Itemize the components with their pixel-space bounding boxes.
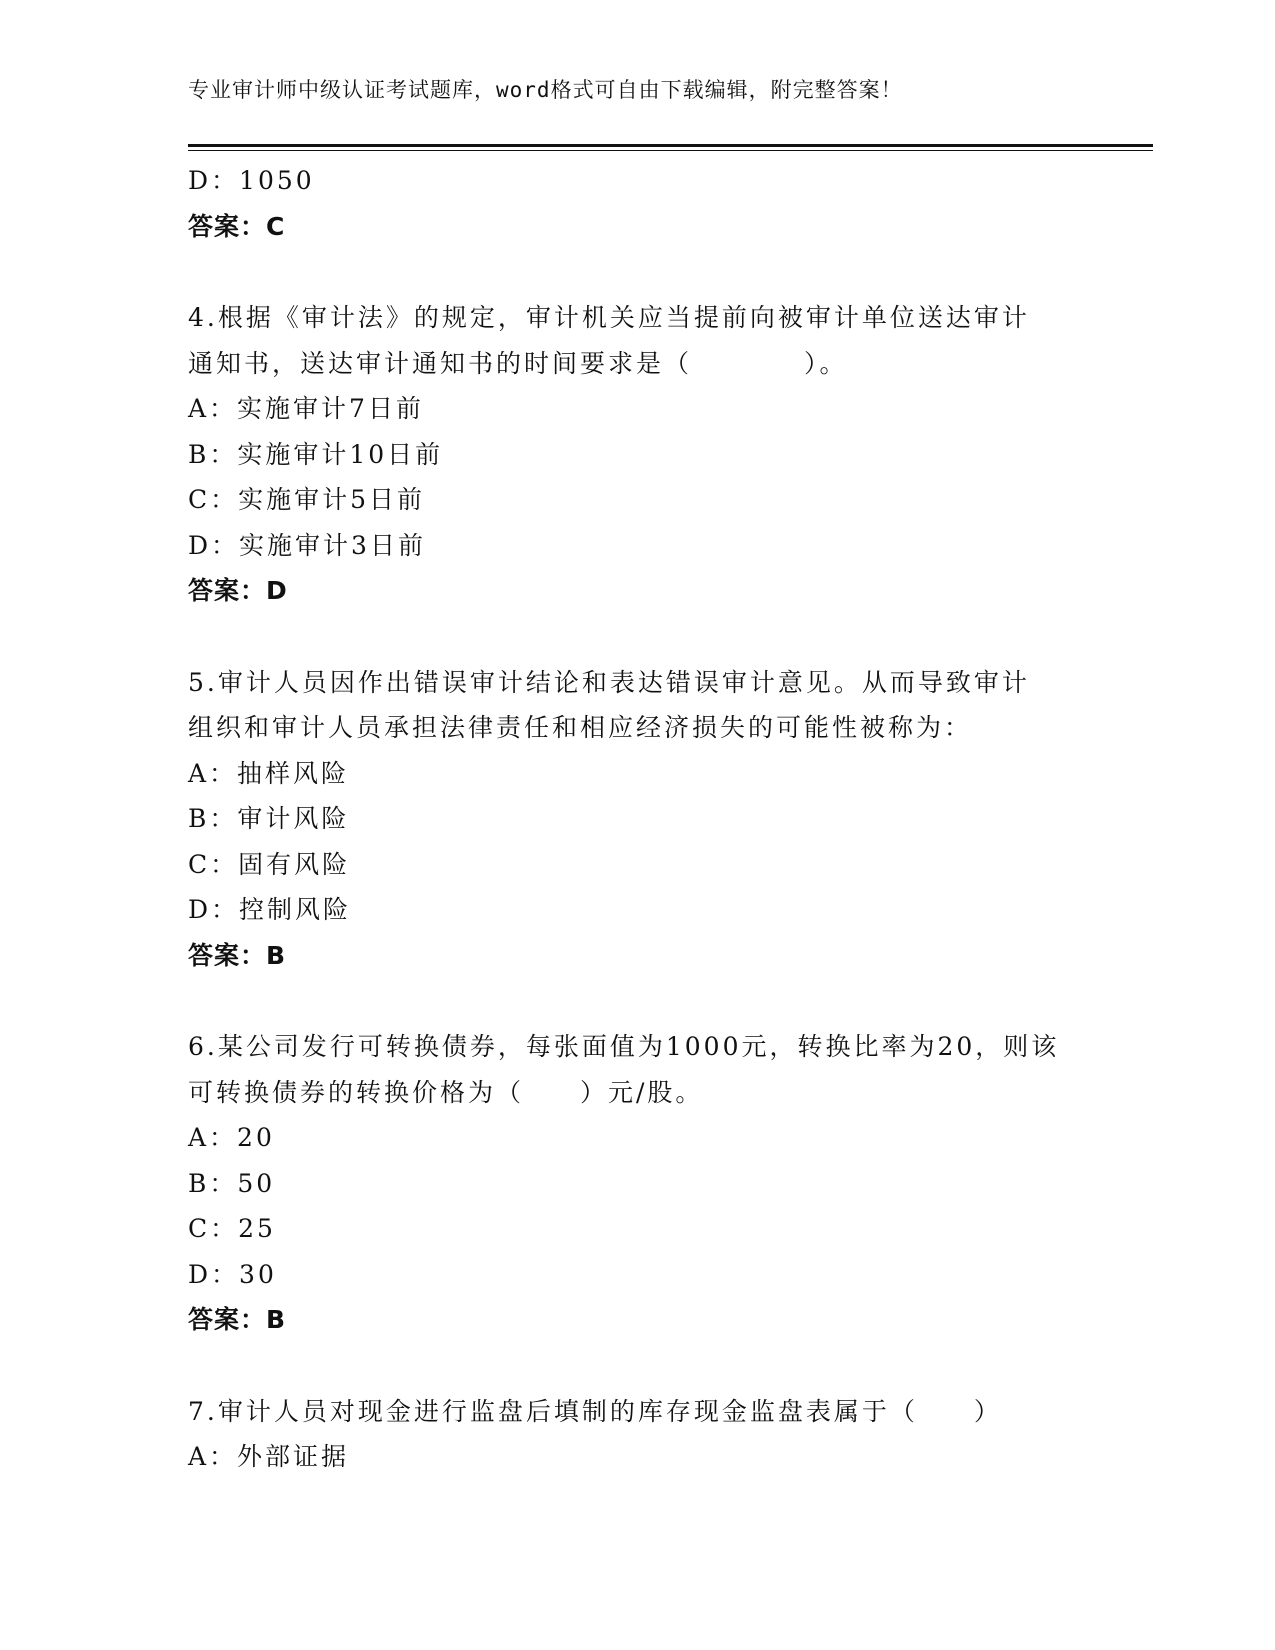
- answer-line: 答案：B: [188, 940, 287, 970]
- option-b: B：50: [188, 1168, 276, 1198]
- option-a: A：外部证据: [188, 1442, 350, 1471]
- question-stem-line: 组织和审计人员承担法律责任和相应经济损失的可能性被称为：: [188, 713, 973, 742]
- spacer: [188, 1343, 1118, 1389]
- question-7: [188, 1389, 1118, 1480]
- answer-line: 答案：D: [188, 576, 288, 605]
- spacer: [188, 978, 1118, 1024]
- q3-answer: 答案：C: [188, 211, 286, 241]
- option-d: D：实施审计3日前: [188, 530, 426, 560]
- question-stem-line: 7.审计人员对现金进行监盘后填制的库存现金监盘表属于（ ）: [188, 1396, 1002, 1426]
- option-c: C：实施审计5日前: [188, 485, 426, 514]
- question-content: [188, 158, 1118, 1480]
- answer-line: 答案：B: [188, 1305, 287, 1334]
- spacer: [188, 614, 1118, 660]
- spacer: [188, 249, 1118, 295]
- option-d: D：30: [188, 1259, 277, 1289]
- option-a: A：20: [188, 1123, 275, 1152]
- option-a: A：实施审计7日前: [188, 394, 424, 423]
- question-4: [188, 295, 1118, 614]
- option-c: C：25: [188, 1214, 276, 1243]
- option-a: A：抽样风险: [188, 758, 350, 788]
- option-b: B：审计风险: [188, 804, 350, 833]
- option-c: C：固有风险: [188, 849, 351, 879]
- question-stem-line: 可转换债券的转换价格为（ ）元/股。: [188, 1077, 704, 1107]
- header-divider-thin: [188, 150, 1153, 151]
- question-stem-line: 6.某公司发行可转换债券，每张面值为1000元，转换比率为20，则该: [188, 1032, 1060, 1061]
- q3-option-d: D：1050: [188, 166, 315, 195]
- question-stem-line: 通知书，送达审计通知书的时间要求是（ ）。: [188, 348, 848, 378]
- header-divider-thick: [188, 144, 1153, 147]
- page-header: 专业审计师中级认证考试题库，word格式可自由下载编辑，附完整答案！: [188, 78, 903, 102]
- question-stem-line: 5.审计人员因作出错误审计结论和表达错误审计意见。从而导致审计: [188, 667, 1030, 697]
- question-stem-line: 4.根据《审计法》的规定，审计机关应当提前向被审计单位送达审计: [188, 303, 1030, 332]
- option-d: D：控制风险: [188, 895, 352, 924]
- option-b: B：实施审计10日前: [188, 439, 444, 469]
- question-5: [188, 660, 1118, 979]
- question-6: [188, 1024, 1118, 1343]
